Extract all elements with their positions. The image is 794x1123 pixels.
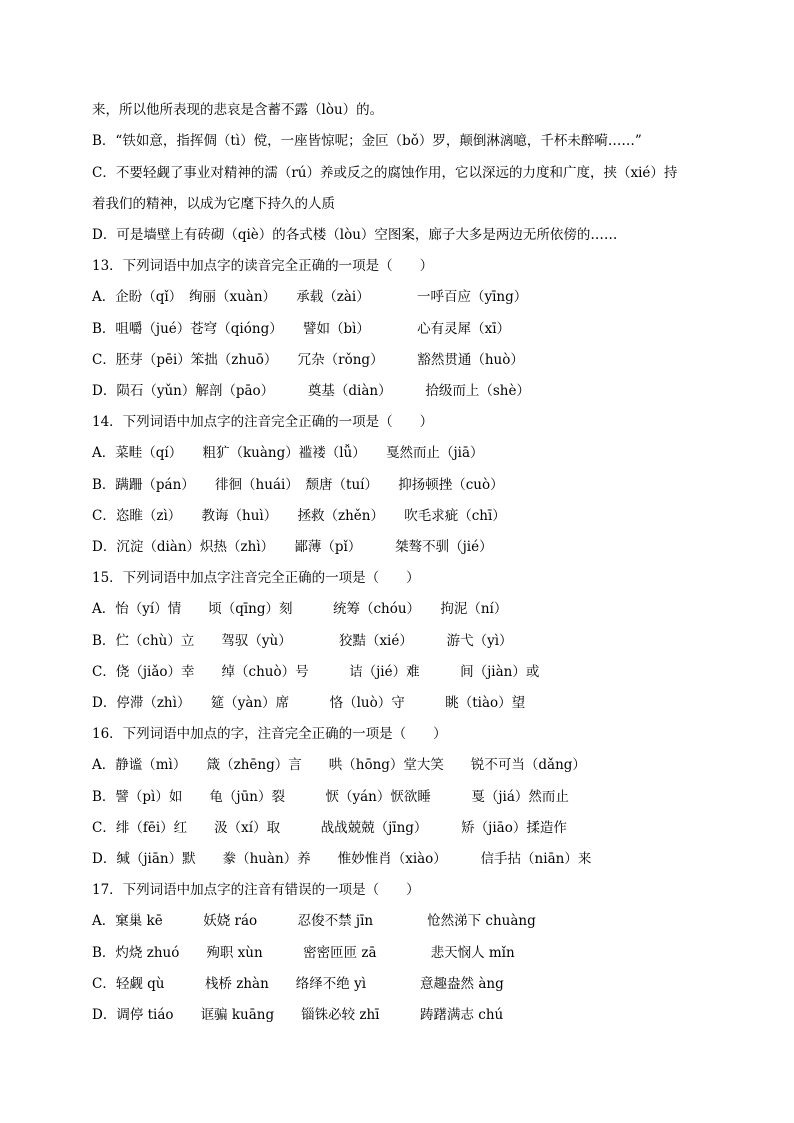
question-title: 17．下列词语中加点字的注音有错误的一项是（ ）	[92, 882, 420, 898]
option-line: D．停滞（zhì） 筵（yàn）席 恪（luò）守 眺（tiào）望	[92, 695, 526, 711]
option-line: D．缄（jiān）默 豢（huàn）养 惟妙惟肖（xiào） 信手拈（niān）来	[92, 851, 592, 867]
text-line: C．不要轻觑了事业对精神的濡（rú）养或反之的腐蚀作用，它以深远的力度和广度，挟（xié）持	[92, 165, 678, 181]
option-line: C．绯（fēi）红 汲（xí）取 战战兢兢（jīng） 矫（jiāo）揉造作	[92, 820, 567, 836]
option-line: A．静谧（mì） 箴（zhēng）言 哄（hōng）堂大笑 锐不可当（dǎng）	[92, 757, 586, 773]
option-line: B．譬（pì）如 龟（jūn）裂 恹（yán）恹欲睡 戛（jiá）然而止	[92, 789, 569, 805]
option-line: D．陨石（yǔn）解剖（pāo） 奠基（diàn） 拾级而上（shè）	[92, 383, 530, 399]
text-line: 着我们的精神，以成为它麾下持久的人质	[92, 196, 335, 212]
question-title: 13．下列词语中加点字的读音完全正确的一项是（ ）	[92, 258, 434, 274]
option-line: A．怡（yí）情 顷（qīng）刻 统筹（chóu） 拘泥（ní）	[92, 601, 508, 617]
option-line: B．蹒跚（pán） 徘徊（huái） 颓唐（tuí） 抑扬顿挫（cuò）	[92, 477, 504, 493]
text-line: 来，所以他所表现的悲哀是含蓄不露（lòu）的。	[92, 102, 384, 118]
option-line: D．调停 tiáo 诓骗 kuāng 锱铢必较 zhī 踌躇满志 chú	[92, 1007, 504, 1023]
option-line: B．伫（chù）立 驾驭（yù） 狡黠（xié） 游弋（yì）	[92, 633, 513, 649]
option-line: C．恣睢（zì） 教诲（huì） 拯救（zhěn） 吹毛求疵（chī）	[92, 508, 506, 524]
option-line: B．咀嚼（jué）苍穹（qióng） 譬如（bì） 心有灵犀（xī）	[92, 321, 511, 337]
option-line: A．窠巢 kē 妖娆 ráo 忍俊不禁 jīn 怆然涕下 chuàng	[92, 913, 536, 929]
option-line: A．企盼（qǐ） 绚丽（xuàn） 承载（zài） 一呼百应（yīng）	[92, 289, 528, 305]
option-line: D．沉淀（diàn）炽热（zhì） 鄙薄（pǐ） 桀骜不驯（jié）	[92, 539, 493, 555]
question-title: 16．下列词语中加点的字，注音完全正确的一项是（ ）	[92, 726, 447, 742]
question-title: 14．下列词语中加点字的注音完全正确的一项是（ ）	[92, 414, 434, 430]
question-title: 15．下列词语中加点字注音完全正确的一项是（ ）	[92, 570, 420, 586]
option-line: C．侥（jiǎo）幸 绰（chuò）号 诘（jié）难 间（jiàn）或	[92, 664, 540, 680]
option-line: A．菜畦（qí） 粗犷（kuàng）褴褛（lǚ） 戛然而止（jiā）	[92, 445, 484, 461]
option-line: C．轻觑 qù 栈桥 zhàn 络绎不绝 yì 意趣盎然 àng	[92, 976, 504, 992]
text-line: D．可是墙壁上有砖砌（qiè）的各式楼（lòu）空图案，廊子大多是两边无所依傍的……	[92, 227, 618, 243]
text-line: B．“铁如意，指挥倜（tì）傥，一座皆惊呢；金叵（bǒ）罗，颠倒淋漓噫，千杯未醉嗬……”	[92, 133, 642, 149]
option-line: B．灼烧 zhuó 殉职 xùn 密密匝匝 zā 悲天悯人 mǐn	[92, 945, 515, 961]
option-line: C．胚芽（pēi）笨拙（zhuō） 冗杂（rǒng） 豁然贯通（huò）	[92, 352, 524, 368]
